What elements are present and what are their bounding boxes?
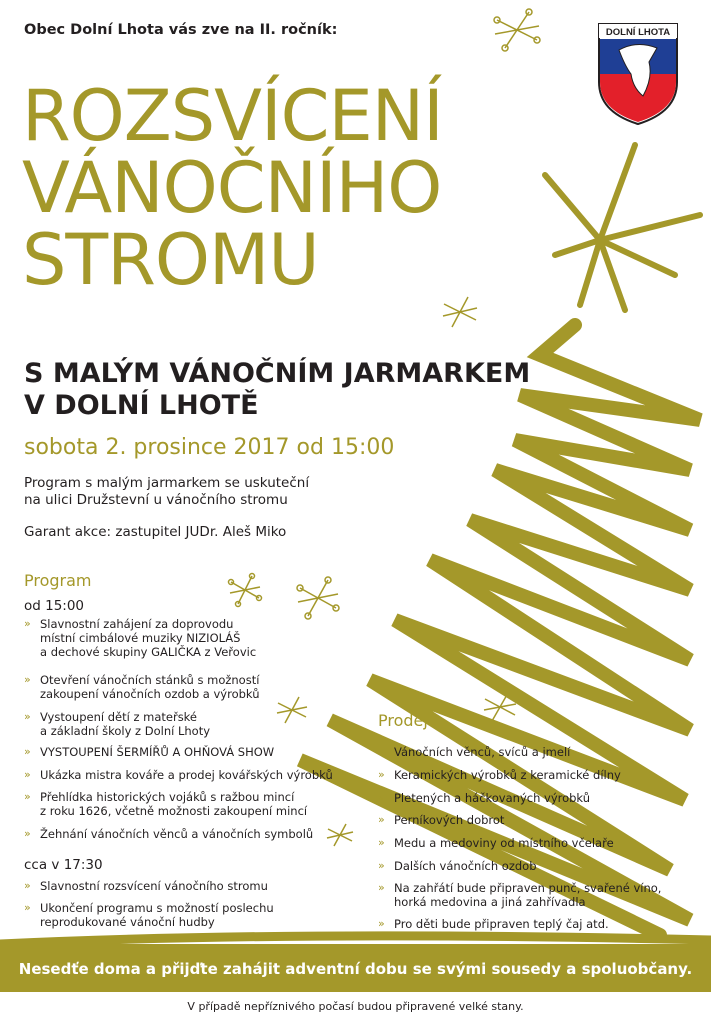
event-title xyxy=(22,75,443,301)
title-line: STROMU xyxy=(22,219,319,301)
program-time-start: od 15:00 xyxy=(24,598,85,614)
bullet-icon: » xyxy=(378,745,385,758)
program-heading: Program xyxy=(24,571,92,590)
bullet-icon: » xyxy=(24,710,31,723)
subtitle-line: V DOLNÍ LHOTĚ xyxy=(24,390,259,421)
snowflake-icon xyxy=(297,577,339,619)
bullet-icon: » xyxy=(24,768,31,781)
sales-heading: Prodej xyxy=(378,711,428,730)
bullet-icon: » xyxy=(378,768,385,781)
bullet-icon: » xyxy=(24,617,31,630)
village-coat-of-arms-logo xyxy=(597,22,679,126)
snowflake-icon xyxy=(229,574,262,607)
bullet-icon: » xyxy=(24,745,31,758)
bullet-icon: » xyxy=(378,813,385,826)
bullet-icon: » xyxy=(378,836,385,849)
bullet-icon: » xyxy=(378,917,385,930)
snowflake-icon xyxy=(327,824,353,846)
title-line: VÁNOČNÍHO xyxy=(22,147,442,229)
title-line: ROZSVÍCENÍ xyxy=(22,75,443,157)
event-subtitle xyxy=(24,358,530,422)
bullet-icon: » xyxy=(378,791,385,804)
snowflake-icon xyxy=(277,697,307,723)
tree-star xyxy=(545,145,700,310)
subtitle-line: S MALÝM VÁNOČNÍM JARMARKEM xyxy=(24,358,531,389)
tree-base xyxy=(0,936,711,944)
bullet-icon: » xyxy=(24,879,31,892)
snowflake-icon xyxy=(443,297,477,327)
bullet-icon: » xyxy=(24,901,31,914)
bullet-icon: » xyxy=(378,859,385,872)
place-line: na ulici Družstevní u vánočního stromu xyxy=(24,492,288,508)
event-place xyxy=(24,475,309,509)
intro-text: Obec Dolní Lhota vás zve na II. ročník: xyxy=(24,22,338,38)
bullet-icon: » xyxy=(24,827,31,840)
bullet-icon: » xyxy=(378,881,385,894)
program-time-evening: cca v 17:30 xyxy=(24,857,103,873)
event-date: sobota 2. prosince 2017 od 15:00 xyxy=(24,435,395,460)
snowflake-icon xyxy=(494,9,540,51)
bullet-icon: » xyxy=(24,673,31,686)
logo-text: DOLNÍ LHOTA xyxy=(605,27,671,38)
invitation-banner-text: Nesedťe doma a přijďte zahájit adventní dobu se svými sousedy a spoluobčany. xyxy=(18,960,693,978)
place-line: Program s malým jarmarkem se uskuteční xyxy=(24,475,310,491)
event-guarantor: Garant akce: zastupitel JUDr. Aleš Miko xyxy=(24,524,287,540)
bullet-icon: » xyxy=(24,790,31,803)
weather-footnote: V případě nepříznivého počasí budou připravené velké stany. xyxy=(187,1000,524,1013)
